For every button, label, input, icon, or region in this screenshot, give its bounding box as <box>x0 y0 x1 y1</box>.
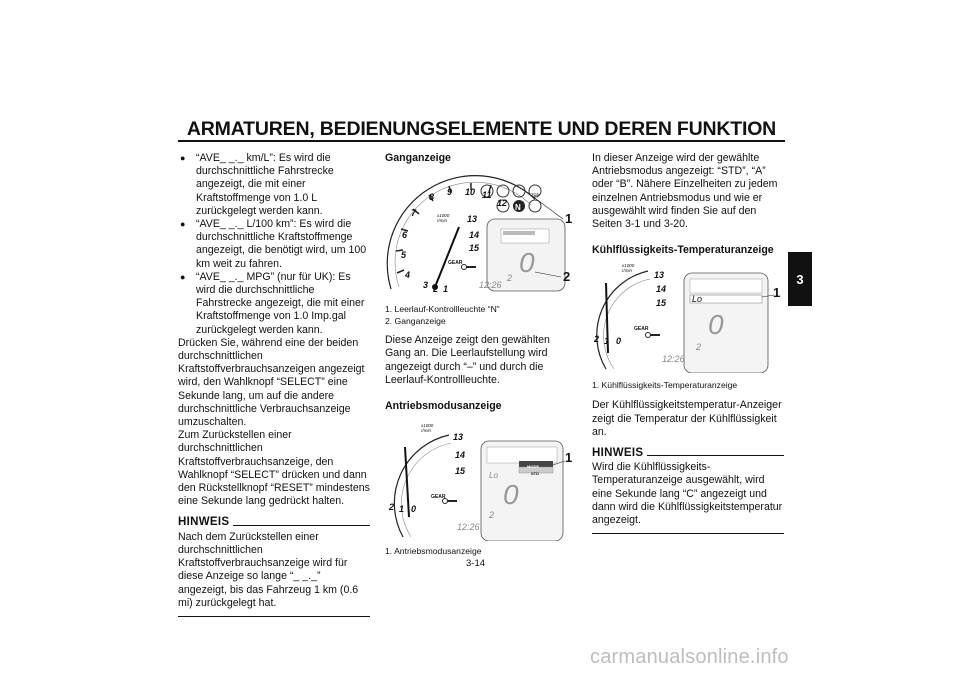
hinweis-heading: HINWEIS <box>178 516 370 529</box>
figure-coolant-indicator <box>592 261 784 373</box>
unit-label: x1000 r/min <box>622 263 635 274</box>
tick-label: 9 <box>447 187 453 198</box>
tick-label: 11 <box>482 190 492 201</box>
neutral-indicator-icon: N <box>515 203 521 213</box>
bullet-icon: ● <box>180 219 186 230</box>
figure-mode-indicator <box>385 417 577 541</box>
figure-caption: 1. Antriebsmodusanzeige <box>385 546 482 557</box>
tick-label: 8 <box>429 192 435 203</box>
temp-value: Lo <box>692 294 703 305</box>
tick-label: 7 <box>411 208 417 219</box>
hinweis-rule <box>233 525 370 526</box>
callout-number: 1 <box>565 450 573 466</box>
paragraph: In dieser Anzeige wird der gewählte Antriebsmodus angezeigt: “STD”, “A” oder “B”. Nähere Einzelheiten zu jedem einzelnen Antriebsmodus und wie er ausgewählt wird finden Sie auf den Seiten 3-1 und 3-20. <box>592 152 778 231</box>
tick-label: 2 <box>433 284 439 295</box>
gear-digit: 0 <box>503 479 519 511</box>
callout-number: 1 <box>773 285 781 301</box>
gear-digit: 0 <box>708 309 724 341</box>
watermark: carmanualsonline.info <box>590 646 789 668</box>
mode-value: STD <box>531 471 539 477</box>
tick-label: 0 <box>616 336 622 347</box>
tick-label: 15 <box>455 466 466 477</box>
paragraph: Zum Zurückstellen einer durchschnittlichen Kraftstoffverbrauchsanzeige, den Wahlknopf “SELECT” drücken und dann den Rückstellknopf “RESET” mindestens eine Sekunde lang gedrückt halten. <box>178 429 370 508</box>
temp-value: Lo <box>489 471 498 481</box>
tick-label: 1 <box>604 336 610 347</box>
clock-display: 12:26 <box>479 280 502 291</box>
section-heading-kuehlfluessigkeit: Kühlflüssigkeits-Temperaturanzeige <box>592 244 774 257</box>
tick-label: 1 <box>443 284 449 295</box>
unit-label: x1000 r/min <box>421 423 434 434</box>
odo-digit: 2 <box>507 273 513 284</box>
figure-caption: 2. Ganganzeige <box>385 316 446 327</box>
tcs-indicator-icon: TCS <box>531 192 539 198</box>
paragraph: Drücken Sie, während eine der beiden durchschnittlichen Kraftstoffverbrauchsanzeigen angezeigt wird, den Wahlknopf “SELECT” eine Sekunde lang, um auf die andere durchschnittliche Verbrauchsanzeige umzuschalten. <box>178 336 365 429</box>
tick-label: 13 <box>467 214 478 225</box>
tick-label: 1 <box>399 504 405 515</box>
clock-display: 12:26 <box>662 354 685 365</box>
instrument-cluster-partial-illustration <box>385 417 577 541</box>
end-rule <box>592 533 784 534</box>
odo-digit: 2 <box>696 342 702 353</box>
gear-digit: 0 <box>519 247 535 279</box>
mode-label: MODE <box>527 464 539 470</box>
column-3 <box>592 152 784 534</box>
tick-label: 15 <box>656 298 667 309</box>
gear-label: GEAR <box>634 326 649 333</box>
page-number: 3-14 <box>466 558 486 569</box>
paragraph: Diese Anzeige zeigt den gewählten Gang an. Die Leerlaufstellung wird angezeigt durch “–” und durch die Leerlauf-Kontrollleuchte. <box>385 334 550 386</box>
column-2 <box>385 152 577 557</box>
section-heading-ganganzeige: Ganganzeige <box>385 152 451 164</box>
end-rule <box>178 616 370 617</box>
bullet-icon: ● <box>180 153 186 163</box>
tick-label: 14 <box>656 284 667 295</box>
odo-digit: 2 <box>489 510 495 521</box>
list-item: ● “AVE_ _._ km/L”: Es wird die durchschnittliche Fahrstrecke angezeigt, die mit einer Kraftstoffmenge von 1.0 L zurückgelegt werden kann. <box>180 152 334 217</box>
paragraph: Der Kühlflüssigkeitstemperatur-Anzeiger zeigt die Temperatur der Kühlflüssigkeit an. <box>592 399 782 438</box>
instrument-cluster-partial-illustration <box>592 261 784 373</box>
tick-label: 0 <box>411 504 417 515</box>
chapter-tab: 3 <box>788 252 812 306</box>
section-heading-antriebsmodus: Antriebsmodusanzeige <box>385 400 502 413</box>
hinweis-text: Wird die Kühlflüssigkeits-Temperaturanzeige ausgewählt, wird eine Sekunde lang “C” angezeigt und dann wird die Kühlflüssigkeitstemperatur angezeigt. <box>592 461 783 527</box>
callout-number: 1 <box>565 211 573 227</box>
hinweis-text: Nach dem Zurückstellen einer durchschnittlichen Kraftstoffverbrauchsanzeige wird für diese Anzeige so lange “_ _._” angezeigt, bis das Fahrzeug 1 km (0.6 mi) zurückgelegt hat. <box>178 530 359 609</box>
list-item: ● “AVE_ _._ MPG” (nur für UK): Es wird die durchschnittliche Fahrstrecke angezeigt, die mit einer Kraftstoffmenge von 1.0 Imp.gal zurückgelegt werden kann. <box>180 270 365 336</box>
list-item: ● “AVE_ _._ L/100 km”: Es wird die durchschnittliche Kraftstoffmenge angezeigt, die benötigt wird, um 100 km weit zu fahren. <box>180 218 367 270</box>
tick-label: 15 <box>469 243 480 254</box>
tick-label: 13 <box>453 432 464 443</box>
column-1 <box>178 152 370 617</box>
figure-caption: 1. Leerlauf-Kontrollleuchte “N” <box>385 304 500 315</box>
tick-label: 14 <box>455 450 466 461</box>
gear-label: GEAR <box>448 260 463 267</box>
tick-label: 12 <box>497 198 508 209</box>
page-header-title: ARMATUREN, BEDIENUNGSELEMENTE UND DEREN FUNKTION <box>186 118 777 140</box>
tick-label: 2 <box>389 502 395 513</box>
callout-number: 2 <box>563 269 571 285</box>
figure-caption: 1. Kühlflüssigkeits-Temperaturanzeige <box>592 380 738 391</box>
bullet-icon: ● <box>180 271 186 282</box>
tick-label: 3 <box>423 280 429 291</box>
tick-label: 6 <box>402 230 408 241</box>
tick-label: 2 <box>594 334 600 345</box>
tick-label: 13 <box>654 270 665 281</box>
hinweis-rule <box>647 455 784 456</box>
tick-label: 10 <box>465 187 476 198</box>
clock-display: 12:26 <box>457 522 480 533</box>
tick-label: 14 <box>469 230 480 241</box>
header-rule <box>178 140 785 142</box>
hinweis-heading: HINWEIS <box>592 447 784 460</box>
tick-label: 4 <box>405 270 411 281</box>
gear-label: GEAR <box>431 494 446 501</box>
unit-label: x1000 r/min <box>437 213 450 224</box>
figure-gear-indicator <box>385 169 577 299</box>
tick-label: 5 <box>401 250 407 261</box>
